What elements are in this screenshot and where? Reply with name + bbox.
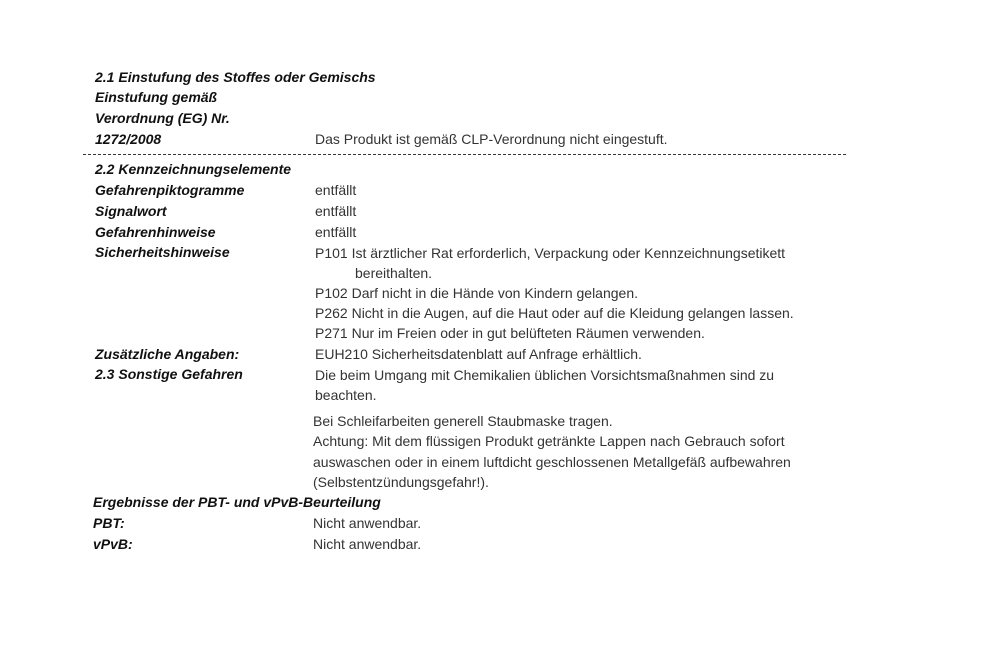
section-2-2-heading: 2.2 Kennzeichnungselemente xyxy=(95,161,292,177)
section-divider xyxy=(83,154,846,155)
other-hazards-value-line-1: Die beim Umgang mit Chemikalien üblichen Vorsichtsmaßnahmen sind zu xyxy=(315,367,775,383)
section-2-1-heading: 2.1 Einstufung des Stoffes oder Gemischs xyxy=(95,69,376,85)
label-gefahrenhinweise: Gefahrenhinweise xyxy=(95,224,216,240)
value-gefahrenpiktogramme: entfällt xyxy=(315,182,357,198)
note-line-4: (Selbstentzündungsgefahr!). xyxy=(313,474,489,490)
label-signalwort: Signalwort xyxy=(95,203,167,219)
label-gefahrenpiktogramme: Gefahrenpiktogramme xyxy=(95,182,245,198)
value-vpvb: Nicht anwendbar. xyxy=(313,536,422,552)
label-sicherheitshinweise: Sicherheitshinweise xyxy=(95,244,230,260)
note-line-3: auswaschen oder in einem luftdicht geschlossenen Metallgefäß aufbewahren xyxy=(313,454,791,470)
classification-label-line-1: Einstufung gemäß xyxy=(95,89,218,105)
label-pbt: PBT: xyxy=(93,515,125,531)
safety-statement-p262: P262 Nicht in die Augen, auf die Haut oder auf die Kleidung gelangen lassen. xyxy=(315,305,794,321)
other-hazards-value-line-2: beachten. xyxy=(315,387,377,403)
value-zusaetzliche-angaben: EUH210 Sicherheitsdatenblatt auf Anfrage erhältlich. xyxy=(315,346,642,362)
label-vpvb: vPvB: xyxy=(93,536,133,552)
classification-label-line-2: Verordnung (EG) Nr. xyxy=(95,110,230,126)
label-zusaetzliche-angaben: Zusätzliche Angaben: xyxy=(95,346,240,362)
safety-statement-p101-continued: bereithalten. xyxy=(355,265,433,281)
classification-value: Das Produkt ist gemäß CLP-Verordnung nicht eingestuft. xyxy=(315,131,668,147)
section-2-3-heading: 2.3 Sonstige Gefahren xyxy=(95,366,243,382)
value-gefahrenhinweise: entfällt xyxy=(315,224,357,240)
pbt-heading: Ergebnisse der PBT- und vPvB-Beurteilung xyxy=(93,494,381,510)
value-pbt: Nicht anwendbar. xyxy=(313,515,422,531)
classification-label-line-3: 1272/2008 xyxy=(95,131,162,147)
note-line-2: Achtung: Mit dem flüssigen Produkt getränkte Lappen nach Gebrauch sofort xyxy=(313,433,785,449)
safety-statement-p102: P102 Darf nicht in die Hände von Kindern gelangen. xyxy=(315,285,638,301)
note-line-1: Bei Schleifarbeiten generell Staubmaske tragen. xyxy=(313,413,613,429)
safety-statement-p271: P271 Nur im Freien oder in gut belüfteten Räumen verwenden. xyxy=(315,325,705,341)
safety-statement-p101: P101 Ist ärztlicher Rat erforderlich, Verpackung oder Kennzeichnungsetikett xyxy=(315,245,786,261)
value-signalwort: entfällt xyxy=(315,203,357,219)
